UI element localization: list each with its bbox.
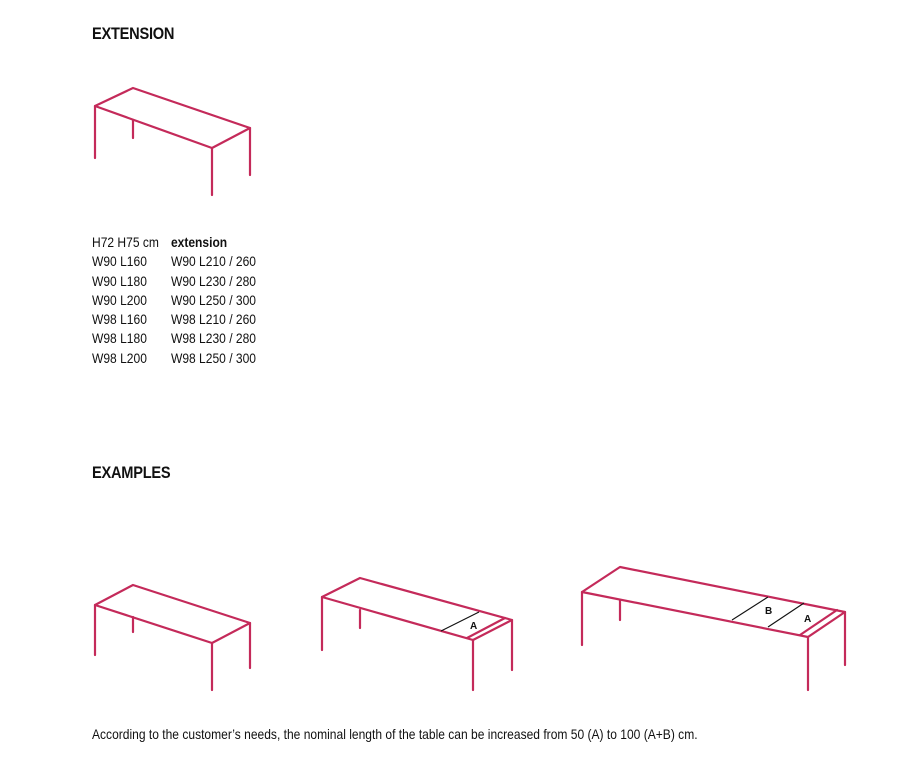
base-size-4: W98 L160 [92,311,147,328]
table-example-closed [95,585,250,690]
extension-size-5: W98 L230 / 280 [170,330,256,347]
extension-size-3: W90 L250 / 300 [170,291,256,308]
extension-size-4: W98 L210 / 260 [170,311,256,328]
extension-caption: According to the customer’s needs, the nominal length of the table can be increased from 50 (A) to 100 (A+B) cm. [92,726,698,742]
base-size-5: W98 L180 [92,330,147,347]
base-size-3: W90 L200 [92,291,147,308]
table-example-extended-a [322,578,512,690]
extension-heading: EXTENSION [92,24,175,43]
table-example-extended-ab [582,567,845,690]
examples-heading: EXAMPLES [92,463,171,482]
extension-size-2: W90 L230 / 280 [170,272,256,289]
panel-label-a-double: A [804,614,812,625]
height-header: H72 H75 cm [92,234,159,250]
panel-label-b: B [765,606,773,617]
base-size-1: W90 L160 [92,253,147,270]
base-size-6: W98 L200 [92,349,147,366]
extension-size-6: W98 L250 / 300 [170,349,256,366]
panel-label-a-single: A [470,621,478,632]
extension-size-1: W90 L210 / 260 [170,253,256,270]
extension-header: extension [170,234,228,250]
base-size-2: W90 L180 [92,272,147,289]
